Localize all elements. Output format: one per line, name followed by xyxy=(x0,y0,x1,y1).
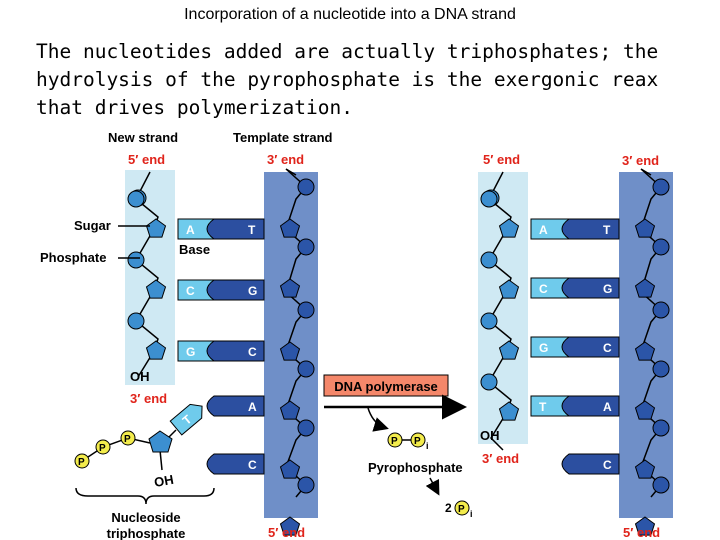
dna-polymerase-label: DNA polymerase xyxy=(334,379,438,394)
new-strand-phosphate xyxy=(128,191,144,207)
nucleoside-label-line2: triphosphate xyxy=(106,526,186,540)
template-strand-phosphate xyxy=(653,361,669,377)
template-base-letter: A xyxy=(248,400,257,414)
new-base-letter: A xyxy=(539,223,548,237)
pi-subscript: i xyxy=(426,441,429,451)
nucleoside-bracket xyxy=(76,488,214,504)
template-base-letter: G xyxy=(603,282,613,296)
template-base-shape xyxy=(562,219,619,239)
release-arrow xyxy=(368,408,386,428)
phosphate-letter: P xyxy=(78,457,85,468)
template-strand-phosphate xyxy=(298,302,314,318)
right-oh-label: OH xyxy=(480,428,500,443)
right-template-5-end-label: 5′ end xyxy=(623,525,661,540)
left-template-5-end-label: 5′ end xyxy=(268,525,306,540)
new-strand-phosphate xyxy=(481,252,497,268)
incoming-nucleotide xyxy=(75,399,208,490)
right-template-3-end-label: 3′ end xyxy=(622,153,660,168)
left-new-3-end-label: 3′ end xyxy=(130,391,168,406)
right-new-strand-band xyxy=(478,172,528,444)
new-strand-phosphate xyxy=(481,191,497,207)
left-new-5-end-label: 5′ end xyxy=(128,152,166,167)
new-strand-phosphate xyxy=(128,252,144,268)
template-strand-phosphate xyxy=(298,179,314,195)
body-line: hydrolysis of the pyrophosphate is the exergonic reax xyxy=(36,68,659,91)
phosphate-letter: P xyxy=(99,443,106,454)
incoming-sugar xyxy=(149,431,172,452)
template-base-letter: A xyxy=(603,400,612,414)
template-strand-header: Template strand xyxy=(233,130,333,145)
template-strand-phosphate xyxy=(653,420,669,436)
left-oh-label: OH xyxy=(130,369,150,384)
new-base-letter: A xyxy=(186,223,195,237)
phosphate-letter: P xyxy=(391,436,398,447)
new-base-letter: C xyxy=(186,284,195,298)
template-strand-phosphate xyxy=(298,361,314,377)
phosphate-label: Phosphate xyxy=(40,250,107,265)
new-base-letter: C xyxy=(539,282,548,296)
phosphate-letter: P xyxy=(124,434,131,445)
template-strand-phosphate xyxy=(653,239,669,255)
template-base-letter: C xyxy=(603,341,612,355)
new-strand-phosphate xyxy=(481,374,497,390)
hydrolysis-arrow xyxy=(430,478,438,493)
incoming-backbone xyxy=(82,438,150,461)
incoming-base-letter: T xyxy=(179,412,195,428)
pyrophosphate-label: Pyrophosphate xyxy=(368,460,463,475)
template-base-letter: G xyxy=(248,284,258,298)
incoming-sugar-to-oh xyxy=(160,450,162,470)
body-line: that drives polymerization. xyxy=(36,96,353,119)
new-strand-phosphate xyxy=(481,313,497,329)
template-base-letter: T xyxy=(603,223,611,237)
left-template-3-end-label: 3′ end xyxy=(267,152,305,167)
template-base-letter: C xyxy=(248,458,257,472)
pi-subscript: i xyxy=(470,509,473,519)
template-base-letter: C xyxy=(248,345,257,359)
right-new-3-end-label: 3′ end xyxy=(482,451,520,466)
two-label: 2 xyxy=(445,501,452,515)
new-base-letter: T xyxy=(539,400,547,414)
nucleoside-label-line1: Nucleoside xyxy=(111,510,181,525)
template-strand-phosphate xyxy=(653,179,669,195)
slide-title: Incorporation of a nucleotide into a DNA strand xyxy=(184,6,516,23)
template-strand-phosphate xyxy=(298,420,314,436)
template-base-shape xyxy=(207,219,264,239)
phosphate-letter: P xyxy=(414,436,421,447)
template-strand-phosphate xyxy=(298,239,314,255)
right-new-5-end-label: 5′ end xyxy=(483,152,521,167)
incoming-oh-label: OH xyxy=(152,471,175,490)
new-strand-header: New strand xyxy=(108,130,179,145)
new-base-letter: G xyxy=(186,345,196,359)
template-strand-phosphate xyxy=(653,302,669,318)
new-base-letter: G xyxy=(539,341,549,355)
template-strand-phosphate xyxy=(298,477,314,493)
body-line: The nucleotides added are actually triphosphates; the xyxy=(36,40,659,63)
phosphate-letter: P xyxy=(458,504,465,515)
template-base-letter: T xyxy=(248,223,256,237)
template-base-letter: C xyxy=(603,458,612,472)
sugar-label: Sugar xyxy=(74,218,111,233)
base-label: Base xyxy=(179,242,211,257)
template-strand-phosphate xyxy=(653,477,669,493)
new-strand-phosphate xyxy=(128,313,144,329)
